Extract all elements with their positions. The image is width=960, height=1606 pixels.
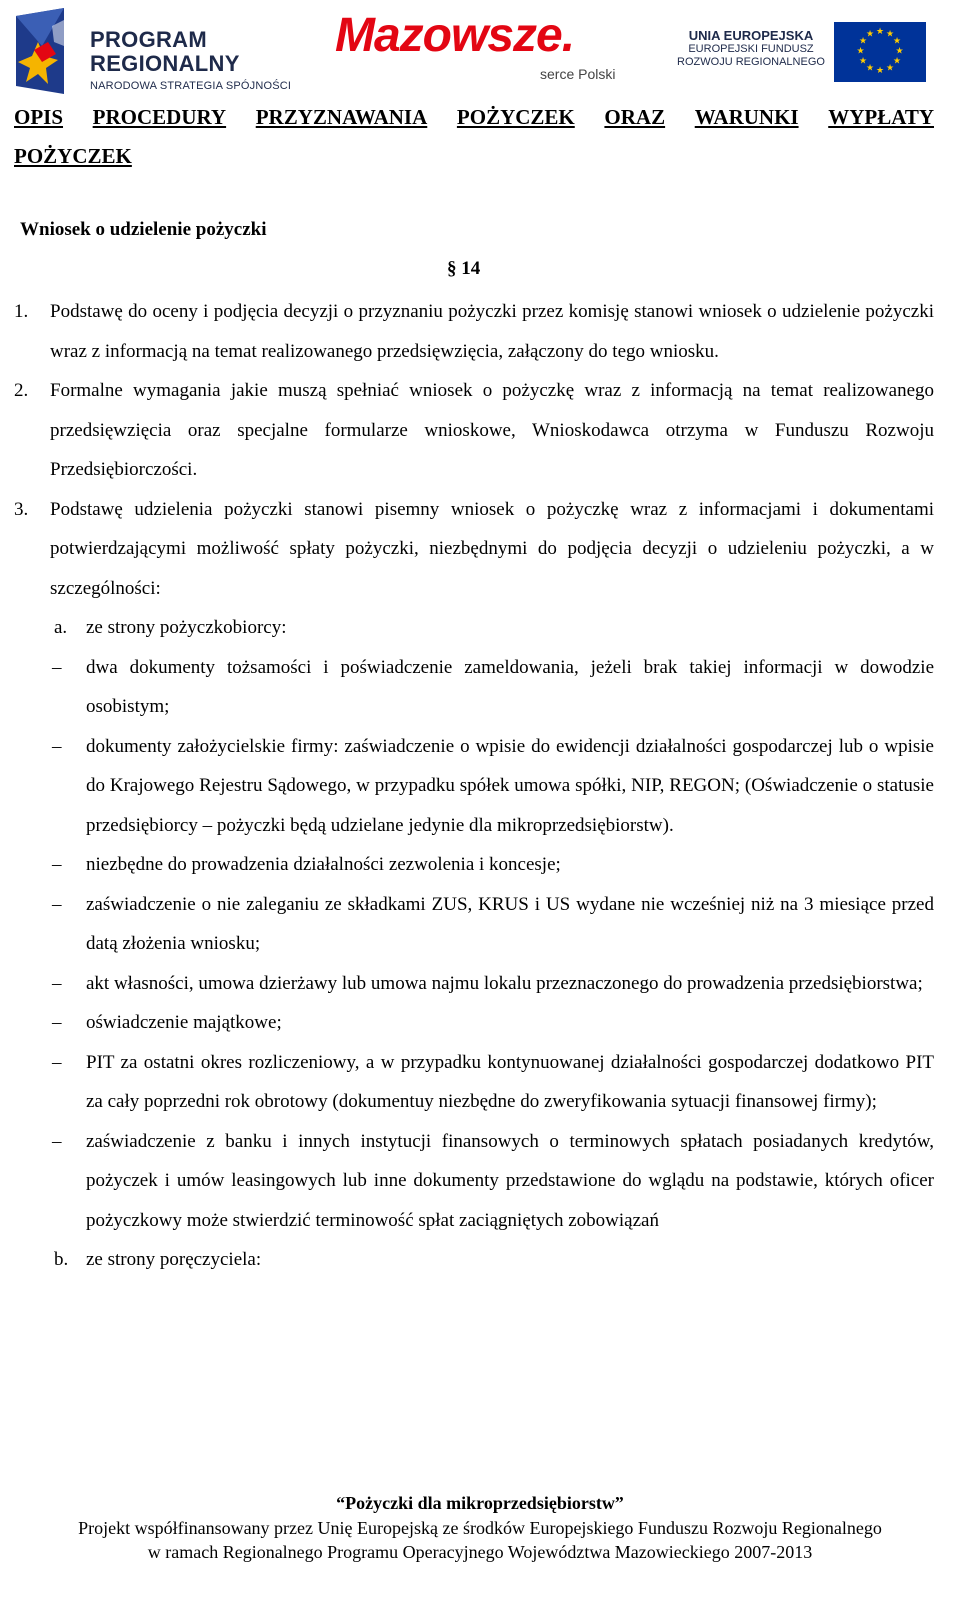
item-text: Podstawę do oceny i podjęcia decyzji o przyznaniu pożyczki przez komisję stanowi wniosek o udzielenie pożyczki wraz z informacją na temat realizowanego przedsięwzięcia, załączony do tego wniosku. xyxy=(50,301,934,362)
numbered-item xyxy=(14,371,934,490)
section-heading: Wniosek o udzielenie pożyczki xyxy=(20,219,267,240)
footer-cofinancing-line: Projekt współfinansowany przez Unię Europejską ze środków Europejskiego Funduszu Rozwoju Regionalnego xyxy=(78,1518,882,1538)
sub-item-a xyxy=(14,608,934,648)
dash-list-item xyxy=(14,727,934,846)
program-regionalny-emblem-icon xyxy=(12,6,80,96)
title-word: POŻYCZEK xyxy=(456,105,575,129)
dash-list-item xyxy=(14,964,934,1004)
program-logo-line1: PROGRAM xyxy=(90,27,207,52)
header-logos xyxy=(0,0,960,100)
dash-list-item xyxy=(14,648,934,727)
footer-project-title: “Pożyczki dla mikroprzedsiębiorstw” xyxy=(336,1493,624,1513)
eu-logo-line1: UNIA EUROPEJSKA xyxy=(688,28,814,43)
dash-item-text: akt własności, umowa dzierżawy lub umowa najmu lokalu przeznaczonego do prowadzenia przedsiębiorstwa; xyxy=(86,972,923,994)
program-logo-line2: REGIONALNY xyxy=(90,51,240,76)
title-word: ORAZ xyxy=(604,105,666,129)
dash-item-text: zaświadczenie z banku i innych instytucji finansowych o terminowych spłatach posiadanych kredytów, pożyczek i umów leasingowych lub inne dokumenty przedstawione do wglądu na podstawie, których oficer pożyczkowy może stwierdzić terminowość spłat zaciągniętych zobowiązań xyxy=(86,1130,934,1231)
svg-text:★: ★ xyxy=(865,63,875,74)
dash-item-text: dwa dokumenty tożsamości i poświadczenie zameldowania, jeżeli brak takiej informacji w dowodzie osobistym; xyxy=(86,656,934,717)
mazowsze-logo xyxy=(335,9,635,94)
document-title-row1 xyxy=(14,98,934,137)
dash-list-item xyxy=(14,1003,934,1043)
item-number: 3. xyxy=(14,498,29,520)
sub-item-letter: a. xyxy=(54,617,68,638)
title-word: OPIS xyxy=(14,105,64,129)
document-title xyxy=(14,98,934,176)
svg-text:★: ★ xyxy=(895,46,904,57)
dash-item-text: oświadczenie majątkowe; xyxy=(86,1012,282,1033)
title-word: WARUNKI xyxy=(694,105,799,129)
svg-text:★: ★ xyxy=(885,63,895,74)
svg-text:★: ★ xyxy=(858,56,868,67)
mazowsze-tagline: serce Polski xyxy=(540,66,616,82)
dash-item-text: zaświadczenie o nie zaleganiu ze składkami ZUS, KRUS i US wydane nie wcześniej niż na 3 miesiące przed datą złożenia wniosku; xyxy=(86,893,934,954)
sub-item-b xyxy=(14,1240,934,1280)
sub-item-letter: b. xyxy=(54,1249,69,1270)
dash-item-text: dokumenty założycielskie firmy: zaświadczenie o wpisie do ewidencji działalności gospodarczej lub o wpisie do Krajowego Rejestru Sądowego, w przypadku spółek umowa spółki, NIP, REGON; (Oświadczenie o statusie przedsiębiorcy – pożyczki będą udzielane jedynie dla mikroprzedsiębiorstw). xyxy=(86,735,934,836)
program-logo-subtitle: NARODOWA STRATEGIA SPÓJNOŚCI xyxy=(90,80,292,92)
svg-text:★: ★ xyxy=(858,36,868,47)
program-regionalny-logo xyxy=(12,6,302,96)
mazowsze-wordmark: Mazowsze. xyxy=(335,9,575,62)
item-number: 1. xyxy=(14,301,29,322)
svg-text:★: ★ xyxy=(885,29,895,40)
dash-list-item xyxy=(14,1122,934,1241)
dash-bullet: – xyxy=(52,656,62,678)
title-word: PROCEDURY xyxy=(92,105,227,129)
svg-text:★: ★ xyxy=(875,27,885,37)
svg-text:★: ★ xyxy=(856,46,865,57)
dash-bullet: – xyxy=(52,854,62,875)
page-footer xyxy=(0,1490,960,1564)
dash-bullet: – xyxy=(52,1012,62,1033)
svg-text:★: ★ xyxy=(892,36,902,47)
svg-text:★: ★ xyxy=(865,29,875,40)
dash-bullet: – xyxy=(52,735,62,757)
sub-item-text: ze strony pożyczkobiorcy: xyxy=(86,617,287,638)
dash-bullet: – xyxy=(52,1130,62,1152)
sub-item-text: ze strony poręczyciela: xyxy=(86,1249,262,1270)
dash-list-item xyxy=(14,845,934,885)
title-word: WYPŁATY xyxy=(828,105,934,129)
document-body xyxy=(14,292,934,1280)
paragraph-number: § 14 xyxy=(447,258,481,279)
item-text: Formalne wymagania jakie muszą spełniać wniosek o pożyczkę wraz z informacją na temat realizowanego przedsięwzięcia oraz specjalne formularze wnioskowe, Wnioskodawca otrzyma w Funduszu Rozwoju Przedsiębiorczości. xyxy=(50,380,934,480)
dash-bullet: – xyxy=(52,893,62,915)
dash-list-item xyxy=(14,1043,934,1122)
footer-program-line: w ramach Regionalnego Programu Operacyjnego Województwa Mazowieckiego 2007-2013 xyxy=(147,1542,813,1562)
dash-item-text: niezbędne do prowadzenia działalności zezwolenia i koncesje; xyxy=(86,854,561,875)
eu-flag-icon xyxy=(834,22,926,82)
dash-bullet: – xyxy=(52,972,62,994)
eu-logo-line3: ROZWOJU REGIONALNEGO xyxy=(677,56,825,68)
numbered-item xyxy=(14,490,934,609)
numbered-item xyxy=(14,292,934,371)
item-text: Podstawę udzielenia pożyczki stanowi pisemny wniosek o pożyczkę wraz z informacjami i dokumentami potwierdzającymi możliwość spłaty pożyczki, niezbędnymi do podjęcia decyzji o udzieleniu pożyczki, a w szczególności: xyxy=(50,498,934,599)
dash-list-item xyxy=(14,885,934,964)
title-word: PRZYZNAWANIA xyxy=(255,105,428,129)
eu-logo-line2: EUROPEJSKI FUNDUSZ xyxy=(688,43,814,55)
item-number: 2. xyxy=(14,380,29,401)
svg-text:★: ★ xyxy=(875,66,885,76)
eu-logo xyxy=(676,22,946,82)
dash-bullet: – xyxy=(52,1051,62,1073)
document-title-row2: POŻYCZEK xyxy=(14,144,132,168)
dash-item-text: PIT za ostatni okres rozliczeniowy, a w przypadku kontynuowanej działalności gospodarczej dodatkowo PIT za cały poprzedni rok obrotowy (dokumentuy niezbędne do zweryfikowania sytuacji finansowej firmy); xyxy=(86,1051,934,1112)
svg-text:★: ★ xyxy=(892,56,902,67)
